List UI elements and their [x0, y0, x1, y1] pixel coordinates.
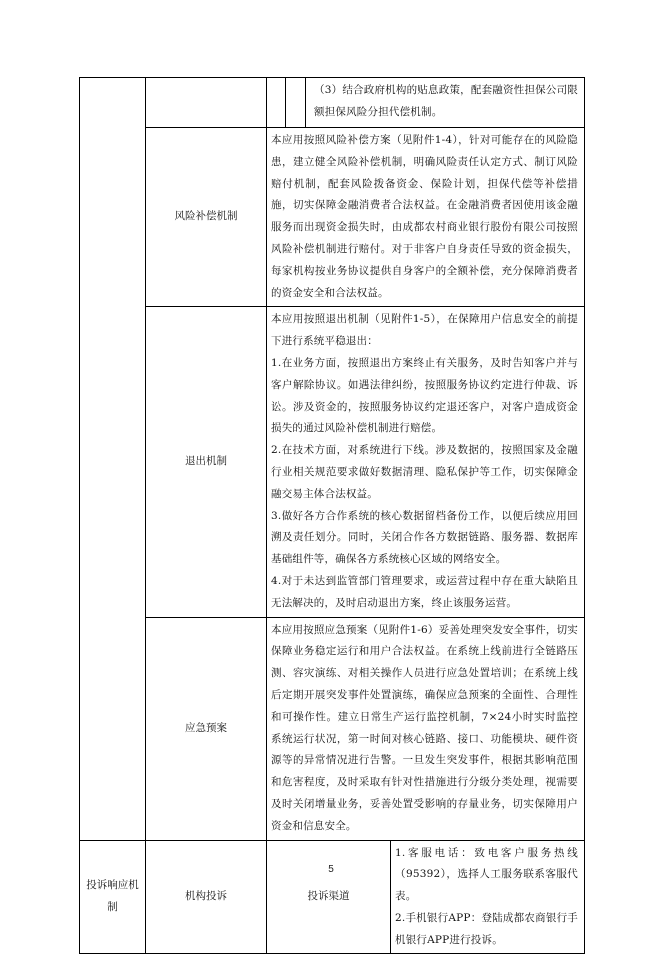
table-row	[80, 78, 585, 128]
paragraph: 3.做好各方合作系统的核心数据留档备份工作，以便后续应用回溯及责任划分。同时，关闭合作各方数据链路、服务器、数据库基础组件等，确保各方系统核心区域的网络安全。	[271, 509, 578, 566]
row-label: 应急预案	[146, 617, 267, 840]
table-row	[80, 307, 585, 617]
paragraph: 本应用按照应急预案（见附件1-6）妥善处理突发安全事件，切实保障业务稳定运行和用户合法权益。在系统上线前进行全链路压测、容灾演练、对相关操作人员进行应急处置培训；在系统上线后定期开展突发事件处置演练，确保应急预案的全面性、合理性和可操作性。建立日常生产运行监控机制，7×24小时实时监控系统运行状况，第一时间对核心链路、接口、功能模块、硬件资源等的异常情况进行告警。一旦发生突发事件，根据其影响范围和危害程度，及时采取有针对性措施进行分级分类处理，视需要及时关闭增量业务，妥善处置受影响的存量业务，切实保障用户资金和信息安全。	[271, 623, 578, 832]
paragraph: 本应用按照风险补偿方案（见附件1-4），针对可能存在的风险隐患，建立健全风险补偿机制，明确风险责任认定方式、制订风险赔付机制，配套风险拨备资金、保险计划，担保代偿等补偿措施，切实保障金融消费者合法权益。在金融消费者因使用该金融服务而出现资金损失时，由成都农村商业银行股份有限公司按照风险补偿机制进行赔付。对于非客户自身责任导致的资金损失，每家机构按业务协议提供自身客户的全额补偿，充分保障消费者的资金安全和合法权益。	[271, 134, 578, 299]
content-cell	[267, 307, 585, 617]
category-cell-empty	[80, 78, 146, 841]
guarantee-text: （3）结合政府机构的贴息政策，配套融资性担保公司限额担保风险分担代偿机制。	[314, 84, 578, 118]
content-cell	[267, 128, 585, 307]
content-cell	[267, 617, 585, 840]
paragraph: 2.在技术方面，对系统进行下线。涉及数据的，按照国家及金融行业相关规范要求做好数据清理、隐私保护等工作，切实保障金融交易主体合法权益。	[271, 444, 578, 500]
label-cell-empty	[146, 78, 267, 128]
table-row	[80, 617, 585, 840]
narrow-cell	[286, 78, 306, 128]
channel-item: 1.客服电话：致电客户服务热线（95392），选择人工服务联系客服代表。	[395, 846, 578, 903]
channel-content	[391, 840, 585, 954]
row-label: 退出机制	[146, 307, 267, 617]
paragraph: 1.在业务方面，按照退出方案终止有关服务，及时告知客户并与客户解除协议。如遇法律纠纷，按照服务协议约定进行仲裁、诉讼。涉及资金的，按照服务协议约定退还客户，对客户造成资金损失的通过风险补偿机制进行赔偿。	[271, 356, 578, 435]
row-label: 风险补偿机制	[146, 128, 267, 307]
content-table	[79, 77, 585, 954]
category-label: 投诉响应机制	[80, 840, 146, 954]
paragraph: 4.对于未达到监管部门管理要求，或运营过程中存在重大缺陷且无法解决的，及时启动退出方案，终止该服务运营。	[271, 574, 578, 609]
channel-item: 2.手机银行APP：登陆成都农商银行手机银行APP进行投诉。	[395, 911, 578, 946]
table-row	[80, 840, 585, 954]
page-number: 5	[328, 864, 334, 875]
table-row	[80, 128, 585, 307]
narrow-cell	[267, 78, 286, 128]
content-cell	[306, 78, 585, 128]
channel-label: 投诉渠道	[267, 840, 391, 954]
paragraph: 本应用按照退出机制（见附件1-5），在保障用户信息安全的前提下进行系统平稳退出：	[271, 313, 578, 348]
subcategory-label: 机构投诉	[146, 840, 267, 954]
